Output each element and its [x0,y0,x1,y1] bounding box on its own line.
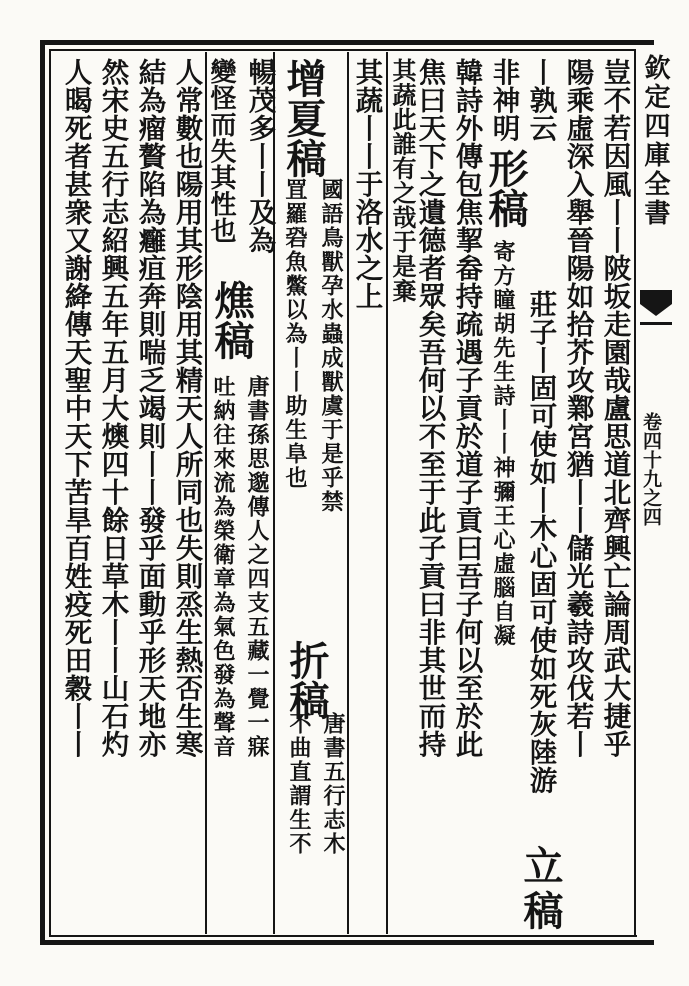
heading-text: 形稿 [482,148,529,228]
column-text: 其蔬丨丨于洛水之上 [350,58,383,310]
column-text: 陽乘虛深入舉晉陽如拾芥攻鄴宮猶丨丨儲光羲詩攻伐若丨 [561,58,594,758]
text-column-14 [133,58,166,758]
volume-label: 卷四十九之四 [640,412,662,526]
heading-text: 立 [517,845,564,885]
note-column-8 [322,712,344,856]
column-text: 焦曰天下之遺德者眾矣吾何以不至于此子貢曰非其世而持 [413,58,446,758]
note-column-9 [320,178,342,514]
note-column-10 [284,178,306,490]
heading-text: 燋稿 [208,280,255,360]
note-text: 罝羅䂬魚鱉以為丨丨助生阜也 [282,178,308,490]
frame-bottom-inner [49,935,637,937]
frame-margin-rule [634,49,636,937]
note-column-12 [212,375,234,759]
text-column-5 [450,58,483,758]
column-text: 豈不若因風丨丨陂坂走園哉盧思道北齊興亡論周武大捷乎 [598,58,631,758]
heading-gao [517,890,564,930]
book-title: 欽定四庫全書 [640,54,670,228]
column-text: 然宋史五行志紹興五年五月大燠四十餘日草木丨丨山石灼 [96,58,129,758]
text-column-6 [413,58,446,758]
column-text: 其蔬此誰有之哉于是棄 [388,58,417,303]
text-column-4 [487,58,520,142]
text-column-2 [561,58,594,758]
note-text: 寄方瞳胡先生詩丨丨神彌王心虛腦自凝 [490,240,516,648]
column-text: 人常數也陽用其形陰用其精天人所同也失則烝生熱否生寒 [170,58,203,758]
heading-li [517,845,564,885]
column-text: 人暍死者甚衆又謝絳傳天聖中天下苦旱百姓疫死田穀丨丨 [59,58,92,758]
column-text: 結為瘤贅陷為癰疽奔則喘乏竭則丨丨發乎面動乎形天地亦 [133,58,166,758]
text-column-7 [388,58,417,303]
text-column-1 [598,58,631,758]
note-text: 吐納往來流為榮衛章為氣色發為聲音 [210,375,236,759]
text-column-13 [170,58,203,758]
heading-zengxiagao [280,58,327,178]
column-text: 莊子丨固可使如丨木心固可使如死灰陸游 [524,290,557,794]
heading-text: 折稿 [283,640,330,720]
heading-xinggao [482,148,529,228]
column-text: 韓詩外傳包焦挈畚持疏遇子貢於道子貢曰吾子何以至於此 [450,58,483,758]
note-column-9b [288,712,310,856]
text-column-15 [96,58,129,758]
heading-jiaogao [208,280,255,360]
text-column-3 [524,58,557,142]
text-column-16 [59,58,92,758]
text-column-3b [524,290,557,794]
frame-left-inner [49,49,51,937]
frame-bottom-outer [40,940,654,945]
frame-top-outer [44,40,654,45]
column-text: 變怪而失其性也 [206,58,236,244]
note-column-4 [492,240,514,648]
column-text: 丨孰云 [524,58,557,142]
text-column-11 [243,58,276,254]
heading-text: 稿 [517,890,564,930]
column-text: 非神明 [487,58,520,142]
heading-text: 增夏稿 [280,58,327,178]
text-column-12 [208,58,234,244]
fishtail-mark [640,290,672,330]
heading-zhegao [283,640,330,720]
frame-left-outer [40,40,45,945]
column-rule [347,52,349,934]
note-text: 國語鳥獸孕水蟲成獸虞于是乎禁 [318,178,344,514]
frame-top-inner [50,49,636,51]
note-text: 唐書五行志木 [320,712,346,856]
note-text: 不曲直謂生不 [286,712,312,856]
note-text: 唐書孫思邈傳人之四支五藏一覺一寐 [244,375,270,759]
column-text: 暢茂多丨丨及為 [243,58,276,254]
text-column-8 [350,58,383,310]
note-column-11 [246,375,268,759]
